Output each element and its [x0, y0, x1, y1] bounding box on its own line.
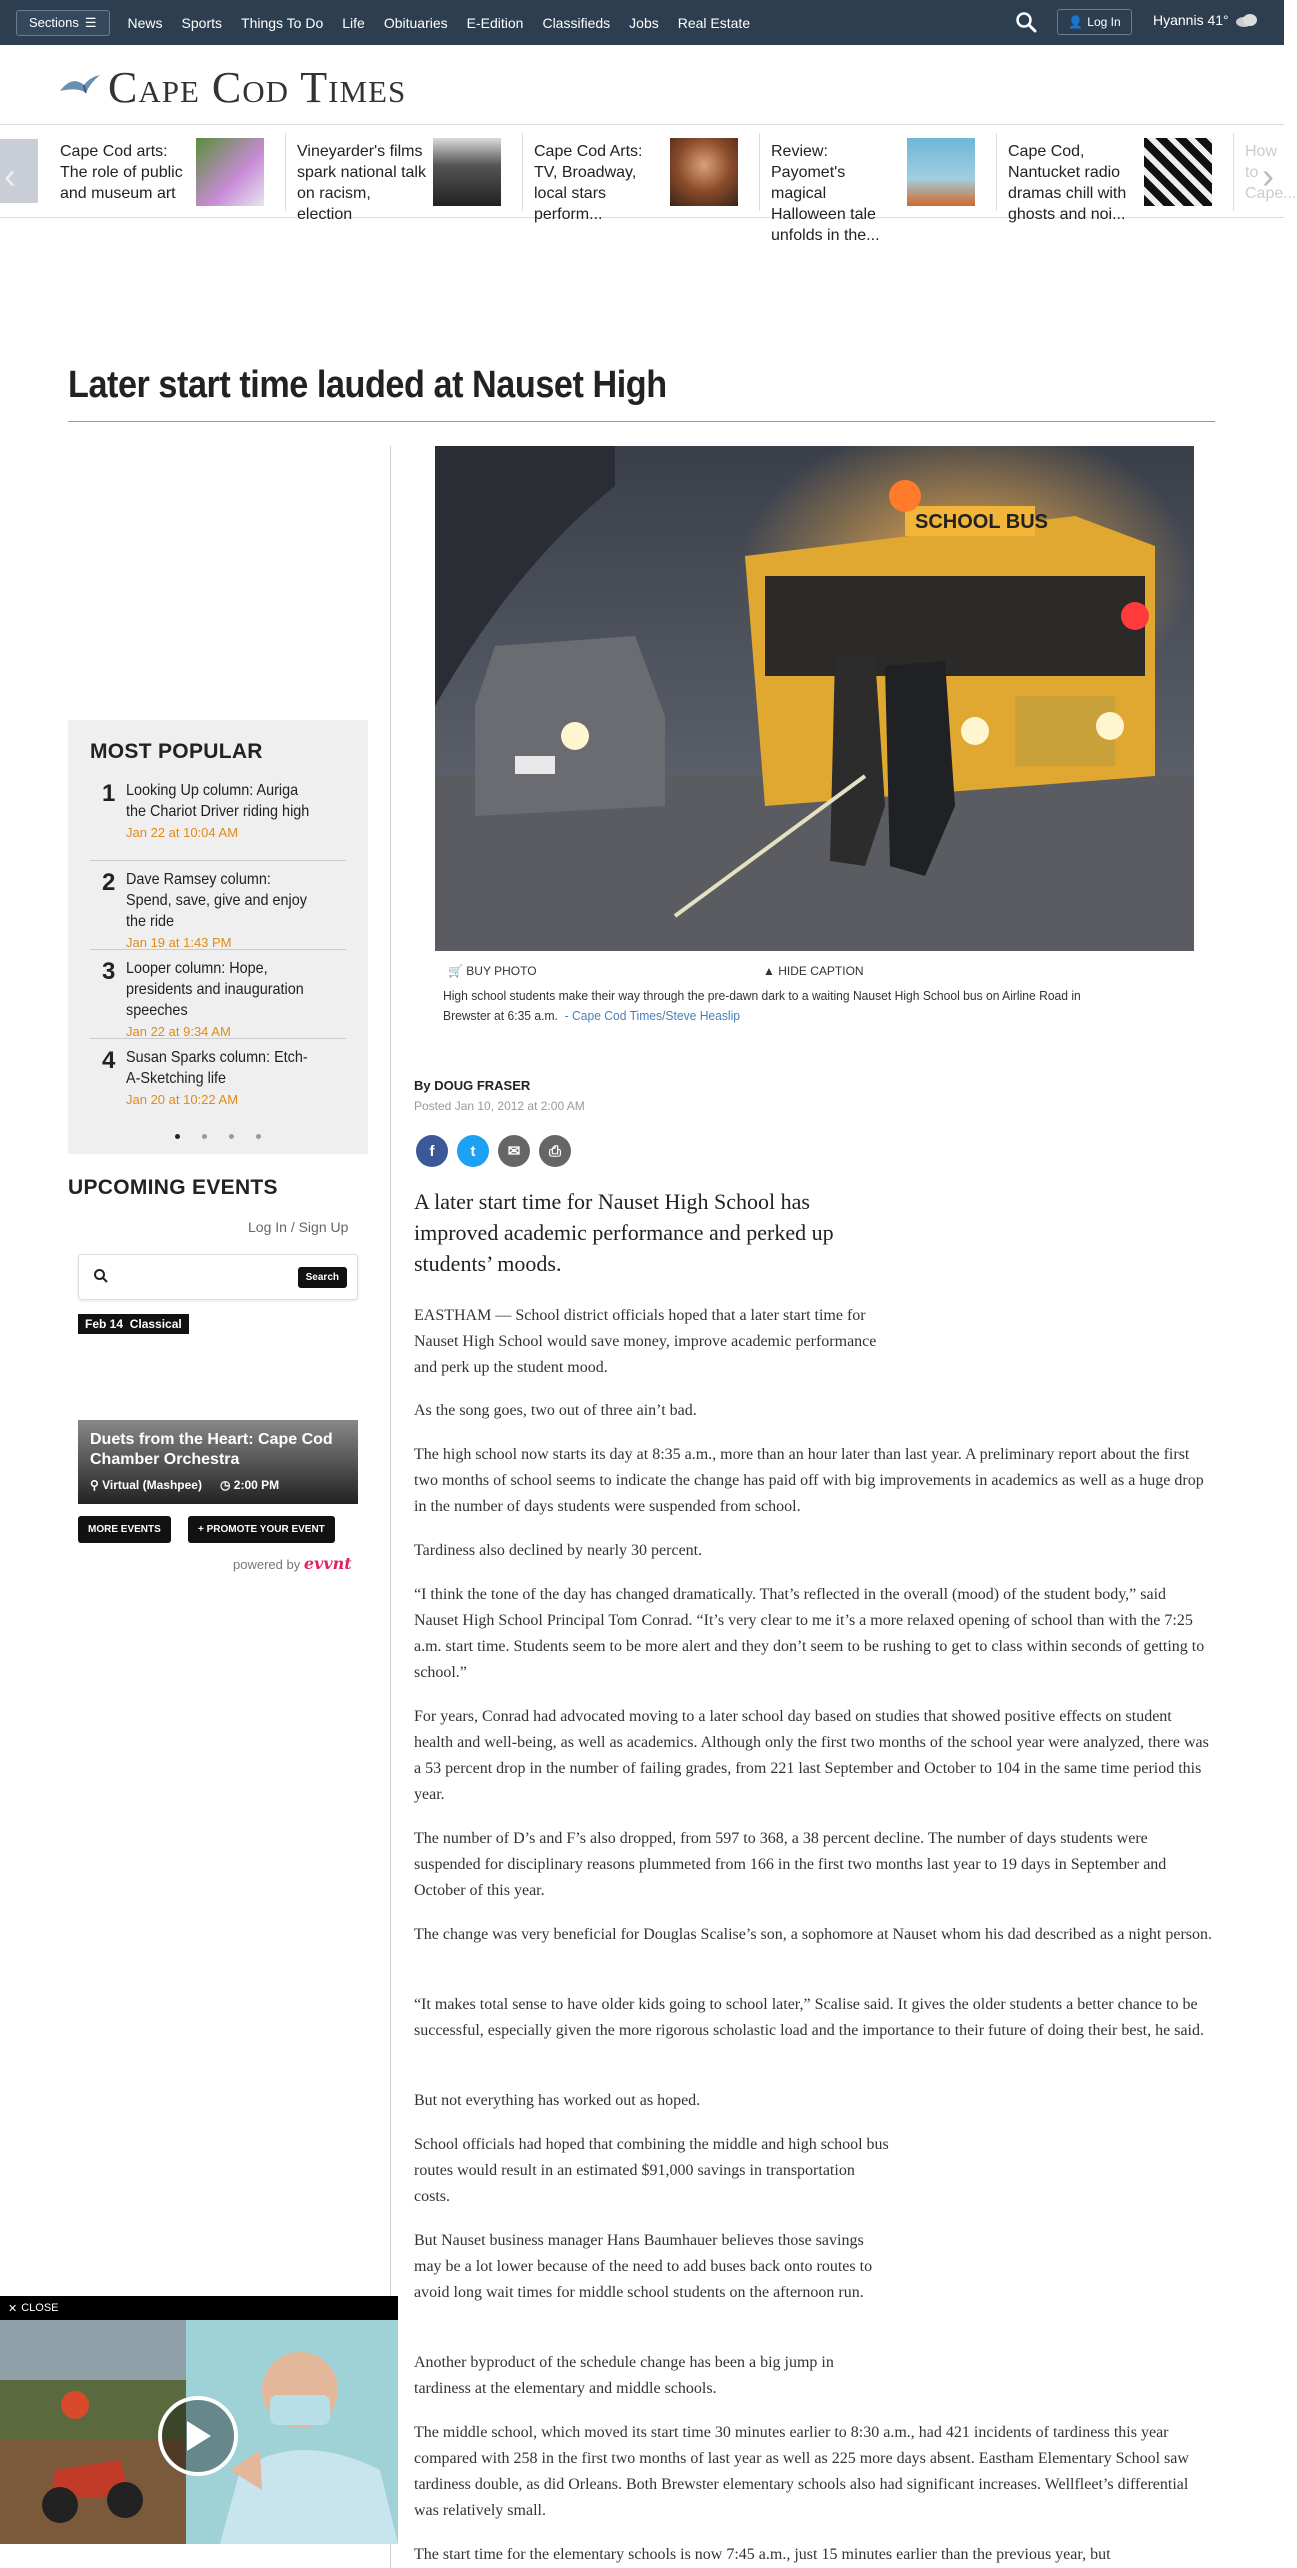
popular-item[interactable]: [90, 772, 346, 861]
strip-item-thumbnail: [907, 138, 975, 206]
svg-text:SCHOOL BUS: SCHOOL BUS: [915, 511, 1048, 533]
gull-logo-icon: [58, 71, 102, 105]
share-buttons: [416, 1135, 571, 1167]
facebook-icon[interactable]: f: [416, 1135, 448, 1167]
most-popular: [68, 720, 368, 1154]
popular-item-date: Jan 22 at 9:34 AM: [126, 1024, 231, 1039]
article-paragraph: But not everything has worked out as hoped.: [414, 2092, 701, 2109]
popular-item-number: 2: [102, 869, 116, 896]
popular-item-title[interactable]: Susan Sparks column: Etch-A-Sketching life: [126, 1049, 308, 1087]
masthead[interactable]: [58, 62, 406, 113]
clock-icon: ◷: [219, 1478, 231, 1492]
nav-link-things-to-do[interactable]: Things To Do: [241, 14, 324, 31]
login-label: Log In: [1087, 15, 1121, 29]
strip-item[interactable]: [524, 133, 760, 223]
popular-item-title[interactable]: Looking Up column: Auriga the Chariot Driver riding high: [126, 782, 310, 820]
carousel-dots: [90, 1134, 346, 1139]
powered-by-text: powered by: [233, 1557, 301, 1572]
event-tag-category: Classical: [129, 1317, 182, 1331]
play-triangle-icon: [183, 2419, 213, 2453]
strip-item-title: Cape Cod Arts: TV, Broadway, local stars perform...: [534, 143, 643, 223]
events-search-box[interactable]: [78, 1254, 358, 1300]
popular-item-number: 1: [102, 780, 116, 807]
strip-item-title: Cape Cod, Nantucket radio dramas chill with ghosts and noi...: [1008, 143, 1127, 223]
nav-link-classifieds[interactable]: Classifieds: [542, 14, 611, 31]
cart-icon: 🛒: [448, 964, 463, 978]
hide-caption-label: HIDE CAPTION: [778, 964, 864, 978]
strip-right-arrow-icon[interactable]: ›: [1262, 155, 1274, 196]
top-nav: [0, 0, 1284, 45]
more-events-button[interactable]: MORE EVENTS: [78, 1516, 171, 1543]
masthead-title: Cape Cod Times: [108, 63, 407, 112]
strip-item-thumbnail: [196, 138, 264, 206]
nav-link-sports[interactable]: Sports: [181, 14, 223, 31]
article-paragraph: But Nauset business manager Hans Baumhauer believes those savings may be a lot lower because of the need to add buses back onto routes to avoid long wait times for middle school students on the afternoon run.: [414, 2232, 873, 2301]
upcoming-events-heading: UPCOMING EVENTS: [68, 1176, 278, 1199]
strip-left-arrow-icon[interactable]: ‹: [4, 155, 16, 196]
article-paragraph: As the song goes, two out of three ain’t bad.: [414, 1402, 697, 1419]
buy-photo-label: BUY PHOTO: [466, 964, 537, 978]
school-bus-photo: [435, 446, 1194, 951]
nav-link-life[interactable]: Life: [342, 14, 365, 31]
event-category-tag[interactable]: [78, 1314, 189, 1334]
events-search-button[interactable]: Search: [298, 1267, 347, 1288]
cloud-icon: [1235, 13, 1259, 27]
nav-link-jobs[interactable]: Jobs: [629, 14, 659, 31]
popular-item-number: 3: [102, 958, 116, 985]
event-card-time: [220, 1478, 279, 1492]
floating-video-player[interactable]: [0, 2296, 398, 2544]
carousel-dot[interactable]: [175, 1134, 180, 1139]
popular-item-date: Jan 22 at 10:04 AM: [126, 825, 239, 840]
most-popular-heading: MOST POPULAR: [90, 740, 263, 763]
article-paragraph: The number of D’s and F’s also dropped, from 597 to 368, a 38 percent decline. The number of days students were suspended for disciplinary reasons plummeted from 166 in the first two months last year to 19 days in September and October of this year.: [414, 1830, 1167, 1899]
headline-divider: [68, 421, 1215, 422]
popular-item-number: 4: [102, 1047, 116, 1074]
nav-link-real-estate[interactable]: Real Estate: [677, 14, 751, 31]
article-paragraph: The start time for the elementary schools is now 7:45 a.m., just 15 minutes earlier than the previous year, but: [414, 2546, 1111, 2563]
email-icon[interactable]: ✉: [498, 1135, 530, 1167]
photo-credit[interactable]: - Cape Cod Times/Steve Heaslip: [564, 1008, 741, 1023]
popular-item-date: Jan 19 at 1:43 PM: [126, 935, 232, 950]
article-paragraph: School officials had hoped that combining the middle and high school bus routes would result in an estimated $91,000 savings in transportation costs.: [414, 2136, 889, 2205]
article-paragraph: For years, Conrad had advocated moving to a later school day based on studies that showed positive effects on student health and well-being, as well as academics. Although only the first two months of the school year were analyzed, there was a 53 percent drop in the number of failing grades, from 221 last September and October to 104 in the same time period this year.: [414, 1708, 1209, 1803]
strip-item-thumbnail: [1144, 138, 1212, 206]
play-button-icon[interactable]: [158, 2396, 238, 2476]
close-icon: ✕: [8, 2302, 18, 2315]
article-paragraph: EASTHAM — School district officials hoped that a later start time for Nauset High School would save money, improve academic performance and perk up the student mood.: [414, 1307, 877, 1376]
column-divider: [390, 446, 391, 2568]
sections-label: Sections: [29, 15, 79, 30]
article-paragraph: Tardiness also declined by nearly 30 percent.: [414, 1542, 703, 1559]
event-card[interactable]: [78, 1420, 358, 1504]
popular-item-title[interactable]: Looper column: Hope, presidents and inauguration speeches: [126, 960, 304, 1019]
sections-button[interactable]: [16, 10, 110, 36]
article-photo[interactable]: [435, 446, 1194, 951]
nav-link-e-edition[interactable]: E-Edition: [466, 14, 524, 31]
event-card-title: Duets from the Heart: Cape Cod Chamber Orchestra: [90, 1431, 333, 1468]
article-lede: A later start time for Nauset High School has improved academic performance and perked up students’ moods.: [414, 1189, 834, 1276]
weather-text: Hyannis 41°: [1153, 12, 1229, 28]
caret-up-icon: ▲: [763, 964, 775, 978]
photo-caption: [443, 986, 1131, 1026]
search-icon: [93, 1268, 109, 1284]
article-paragraph: “I think the tone of the day has changed dramatically. That’s reflected in the overall (mood) of the student body,” said Nauset High School Principal Tom Conrad. “It’s very clear to me it’s a more relaxed opening of school than with the 7:25 a.m. start time. Students seem to be more alert and they don’t seem to be rushing to get to class within seconds of getting to school.”: [414, 1586, 1205, 1681]
nav-link-news[interactable]: News: [127, 14, 163, 31]
popular-item[interactable]: [90, 1039, 346, 1128]
article-paragraph: “It makes total sense to have older kids going to school later,” Scalise said. It gives the older students a better chance to be successful, especially given the more rigorous scholastic load and the importance to their future of doing their best, he said.: [414, 1996, 1204, 2039]
carousel-dot[interactable]: [202, 1134, 207, 1139]
event-tag-date: Feb 14: [85, 1317, 124, 1331]
carousel-dot[interactable]: [229, 1134, 234, 1139]
video-close-bar[interactable]: [0, 2296, 398, 2320]
twitter-icon[interactable]: t: [457, 1135, 489, 1167]
event-time-text: 2:00 PM: [233, 1478, 280, 1492]
evvnt-logo: evvnt: [303, 1554, 352, 1573]
popular-item[interactable]: [90, 950, 346, 1039]
article-paragraph: Another byproduct of the schedule change has been a big jump in tardiness at the elementary and middle schools.: [414, 2354, 834, 2397]
article-posted-date: Posted Jan 10, 2012 at 2:00 AM: [414, 1099, 585, 1113]
strip-item-title: Cape Cod arts: The role of public and museum art: [60, 143, 183, 202]
strip-item-thumbnail: [433, 138, 501, 206]
caption-text: High school students make their way through the pre-dawn dark to a waiting Nauset High School bus on Airline Road in Brewster at 6:35 a.m.: [443, 988, 1081, 1023]
strip-item[interactable]: [998, 133, 1234, 223]
nav-link-obituaries[interactable]: Obituaries: [383, 14, 448, 31]
article-byline[interactable]: By DOUG FRASER: [414, 1078, 531, 1093]
events-login-link[interactable]: Log In / Sign Up: [248, 1219, 349, 1235]
strip-item-thumbnail: [670, 138, 738, 206]
promote-event-button[interactable]: + PROMOTE YOUR EVENT: [188, 1516, 335, 1543]
strip-item-title: How to Cape...: [1245, 143, 1297, 202]
video-close-label: CLOSE: [21, 2302, 59, 2314]
powered-by[interactable]: [233, 1554, 352, 1573]
upcoming-events: [68, 1176, 368, 1573]
article-paragraph: The high school now starts its day at 8:35 a.m., more than an hour later than last year. A preliminary report about the first two months of school seems to indicate the change has paid off with big improvements in academics as well as a huge drop in the number of days students were suspended from school.: [414, 1446, 1204, 1515]
strip-item[interactable]: [761, 133, 997, 244]
event-card-venue: [90, 1478, 202, 1492]
location-pin-icon: ⚲: [90, 1478, 99, 1492]
article-paragraph: The middle school, which moved its start time 30 minutes earlier to 8:30 a.m., had 421 incidents of tardiness this year compared with 258 in the first two months of last year as well as 225 more days absent. Eastham Elementary School saw tardiness double, as did Orleans. Both Brewster elementary schools also had significant increases. Wellfleet’s differential was relatively small.: [414, 2424, 1189, 2519]
article-paragraph: The change was very beneficial for Douglas Scalise’s son, a sophomore at Nauset whom his dad described as a night person.: [414, 1926, 1212, 1943]
strip-item-title: Vineyarder's films spark national talk on racism, election: [297, 143, 426, 223]
nav-links: [128, 15, 770, 31]
hide-caption-button[interactable]: [763, 964, 864, 978]
user-icon: 👤: [1068, 15, 1084, 29]
article-headline: Later start time lauded at Nauset High: [68, 364, 667, 406]
strip-item[interactable]: [50, 133, 286, 211]
photo-actions: [448, 964, 1168, 978]
story-strip: [0, 124, 1297, 244]
popular-item-title[interactable]: Dave Ramsey column: Spend, save, give and enjoy the ride: [126, 871, 307, 930]
buy-photo-button[interactable]: [448, 964, 537, 978]
popular-item-date: Jan 20 at 10:22 AM: [126, 1092, 239, 1107]
search-icon[interactable]: [1015, 11, 1037, 33]
event-venue-text: Virtual (Mashpee): [102, 1478, 202, 1492]
strip-item[interactable]: [287, 133, 523, 223]
hamburger-icon: ☰: [84, 14, 97, 30]
strip-item-title: Review: Payomet's magical Halloween tale unfolds in the...: [771, 143, 880, 244]
popular-item[interactable]: [90, 861, 346, 950]
carousel-dot[interactable]: [256, 1134, 261, 1139]
weather-widget[interactable]: [1153, 12, 1259, 28]
print-icon[interactable]: ⎙: [539, 1135, 571, 1167]
login-button[interactable]: [1057, 9, 1132, 35]
